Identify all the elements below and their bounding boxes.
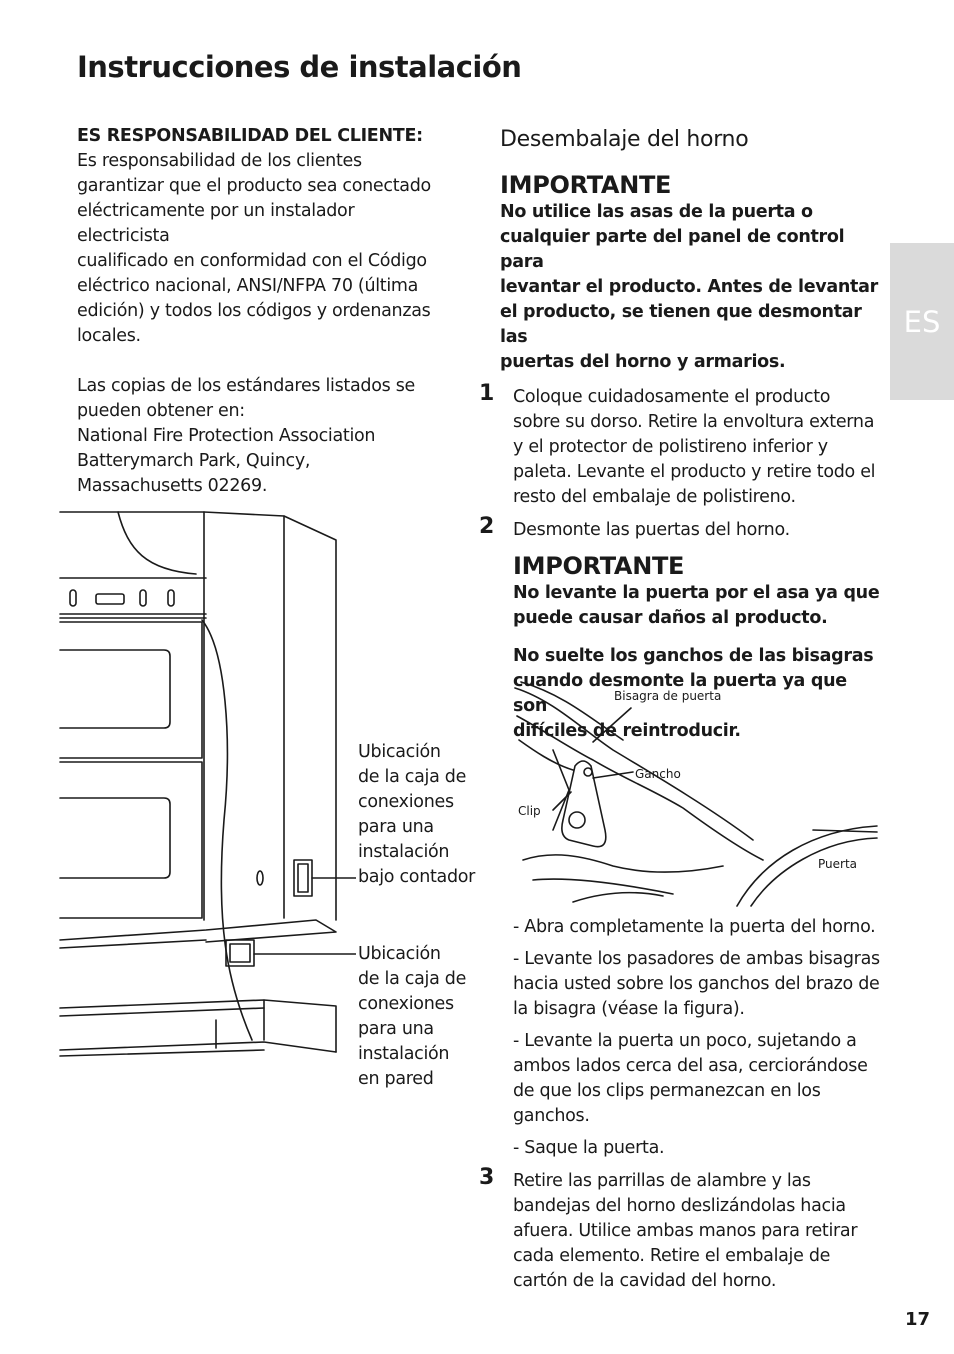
language-tab	[890, 243, 954, 400]
standards-paragraph	[77, 374, 452, 499]
text-line: garantizar que el producto sea conectado	[77, 176, 431, 196]
hook-pin	[584, 768, 592, 776]
text-line: Retire las parrillas de alambre y las	[513, 1171, 811, 1191]
text-line: pueden obtener en:	[77, 401, 245, 421]
text-line: edición) y todos los códigos y ordenanzas	[77, 301, 431, 321]
hinge-hole	[569, 812, 585, 828]
cabinet-side-top	[204, 512, 336, 920]
cut-curve	[202, 620, 252, 1040]
step-number: 3	[479, 1165, 495, 1190]
knob-icon	[168, 590, 174, 606]
text-line: No suelte los ganchos de las bisagras	[513, 646, 874, 666]
caption-line: bajo contador	[358, 867, 476, 887]
step-3-wrapper	[479, 1165, 888, 1294]
important-heading: IMPORTANTE	[500, 171, 672, 199]
substep	[513, 1136, 888, 1161]
caption-line: instalación	[358, 842, 450, 862]
cabinet-curve	[118, 512, 196, 574]
door-hinge-figure	[513, 680, 879, 912]
text-line: eléctricamente por un instalador electricista	[77, 201, 355, 246]
text-line: resto del embalaje de polistireno.	[513, 487, 796, 507]
text-line: Desmonte las puertas del horno.	[513, 520, 790, 540]
page-number: 17	[904, 1309, 930, 1330]
lower-window	[60, 798, 170, 878]
caption-line: instalación	[358, 1044, 450, 1064]
text-line: hacia usted sobre los ganchos del brazo de	[513, 974, 880, 994]
caption-line: Ubicación	[358, 944, 441, 964]
oven-frame-line	[515, 688, 753, 840]
text-line: afuera. Utilice ambas manos para retirar	[513, 1221, 858, 1241]
hinge-leader	[593, 708, 631, 742]
page-title: Instrucciones de instalación	[77, 50, 522, 84]
text-line: - Abra completamente la puerta del horno.	[513, 917, 876, 937]
door-removal-substeps	[513, 915, 888, 1161]
caption-under-counter	[358, 740, 475, 890]
text-line: No levante la puerta por el asa ya que	[513, 583, 880, 603]
text-line: Coloque cuidadosamente el producto	[513, 387, 831, 407]
important-warning	[513, 581, 880, 631]
caption-line: de la caja de	[358, 969, 467, 989]
knob-icon	[70, 590, 76, 606]
caption-line: conexiones	[358, 994, 454, 1014]
caption-line: de la caja de	[358, 767, 467, 787]
caption-line: Ubicación	[358, 742, 441, 762]
text-line: el producto, se tienen que desmontar las	[500, 302, 862, 347]
text-line: de que los clips permanezcan en los	[513, 1081, 821, 1101]
text-line: difíciles de reintroducir.	[513, 721, 741, 741]
caption-line: conexiones	[358, 792, 454, 812]
important-warning	[500, 200, 880, 375]
customer-responsibility-section	[77, 124, 452, 499]
substep	[513, 1029, 888, 1129]
text-line: sobre su dorso. Retire la envoltura externa	[513, 412, 875, 432]
text-line: Las copias de los estándares listados se	[77, 376, 416, 396]
substep	[513, 915, 888, 940]
upper-oven-door	[60, 622, 202, 758]
text-line: cualificado en conformidad con el Código	[77, 251, 427, 271]
caption-wall	[358, 942, 466, 1092]
section-title: Desembalaje del horno	[500, 127, 749, 152]
text-line: - Levante la puerta un poco, sujetando a	[513, 1031, 857, 1051]
hook-leader	[593, 772, 633, 778]
unpacking-section	[479, 124, 880, 744]
label-clip: Clip	[518, 804, 541, 818]
text-line: National Fire Protection Association	[77, 426, 376, 446]
text-line: cualquier parte del panel de control para	[500, 227, 845, 272]
text-line: puede causar daños al producto.	[513, 608, 828, 628]
text-line: Es responsabilidad de los clientes	[77, 151, 362, 171]
text-line: puertas del horno y armarios.	[500, 352, 786, 372]
text-line: No utilice las asas de la puerta o	[500, 202, 813, 222]
responsibility-paragraph	[77, 149, 452, 349]
text-line: bandejas del horno deslizándolas hacia	[513, 1196, 846, 1216]
customer-responsibility-heading: ES RESPONSABILIDAD DEL CLIENTE:	[77, 126, 423, 146]
step-number: 2	[479, 514, 495, 539]
text-line: Massachusetts 02269.	[77, 476, 268, 496]
caption-line: para una	[358, 817, 434, 837]
text-line: cuando desmonte la puerta ya que son	[513, 671, 847, 716]
oven-installation-figure	[56, 500, 356, 1080]
display-panel	[96, 594, 124, 604]
text-line: - Saque la puerta.	[513, 1138, 665, 1158]
step-3	[479, 1165, 888, 1294]
text-line: locales.	[77, 326, 141, 346]
label-door: Puerta	[818, 857, 858, 871]
lower-oven-door	[60, 762, 202, 918]
text-line: paleta. Levante el producto y retire todo el	[513, 462, 876, 482]
caption-line: en pared	[358, 1069, 434, 1089]
step-number: 1	[479, 381, 495, 406]
substep	[513, 947, 888, 1022]
text-line: cartón de la cavidad del horno.	[513, 1271, 777, 1291]
text-line: levantar el producto. Antes de levantar	[500, 277, 878, 297]
text-line: la bisagra (véase la figura).	[513, 999, 745, 1019]
language-tab-label: ES	[903, 304, 941, 339]
outlet-icon	[257, 871, 263, 885]
junction-box-under-counter	[294, 860, 312, 896]
label-hinge: Bisagra de puerta	[614, 689, 722, 703]
label-hook: Gancho	[635, 767, 681, 781]
caption-line: para una	[358, 1019, 434, 1039]
text-line: y el protector de polistireno inferior y	[513, 437, 828, 457]
upper-window	[60, 650, 170, 728]
text-line: eléctrico nacional, ANSI/NFPA 70 (última	[77, 276, 419, 296]
text-line: Batterymarch Park, Quincy,	[77, 451, 311, 471]
text-line: - Levante los pasadores de ambas bisagras	[513, 949, 880, 969]
step-1	[479, 381, 880, 510]
important-heading: IMPORTANTE	[513, 552, 685, 580]
text-line: ambos lados cerca del asa, cerciorándose	[513, 1056, 868, 1076]
text-line: cada elemento. Retire el embalaje de	[513, 1246, 831, 1266]
knob-icon	[140, 590, 146, 606]
text-line: ganchos.	[513, 1106, 590, 1126]
